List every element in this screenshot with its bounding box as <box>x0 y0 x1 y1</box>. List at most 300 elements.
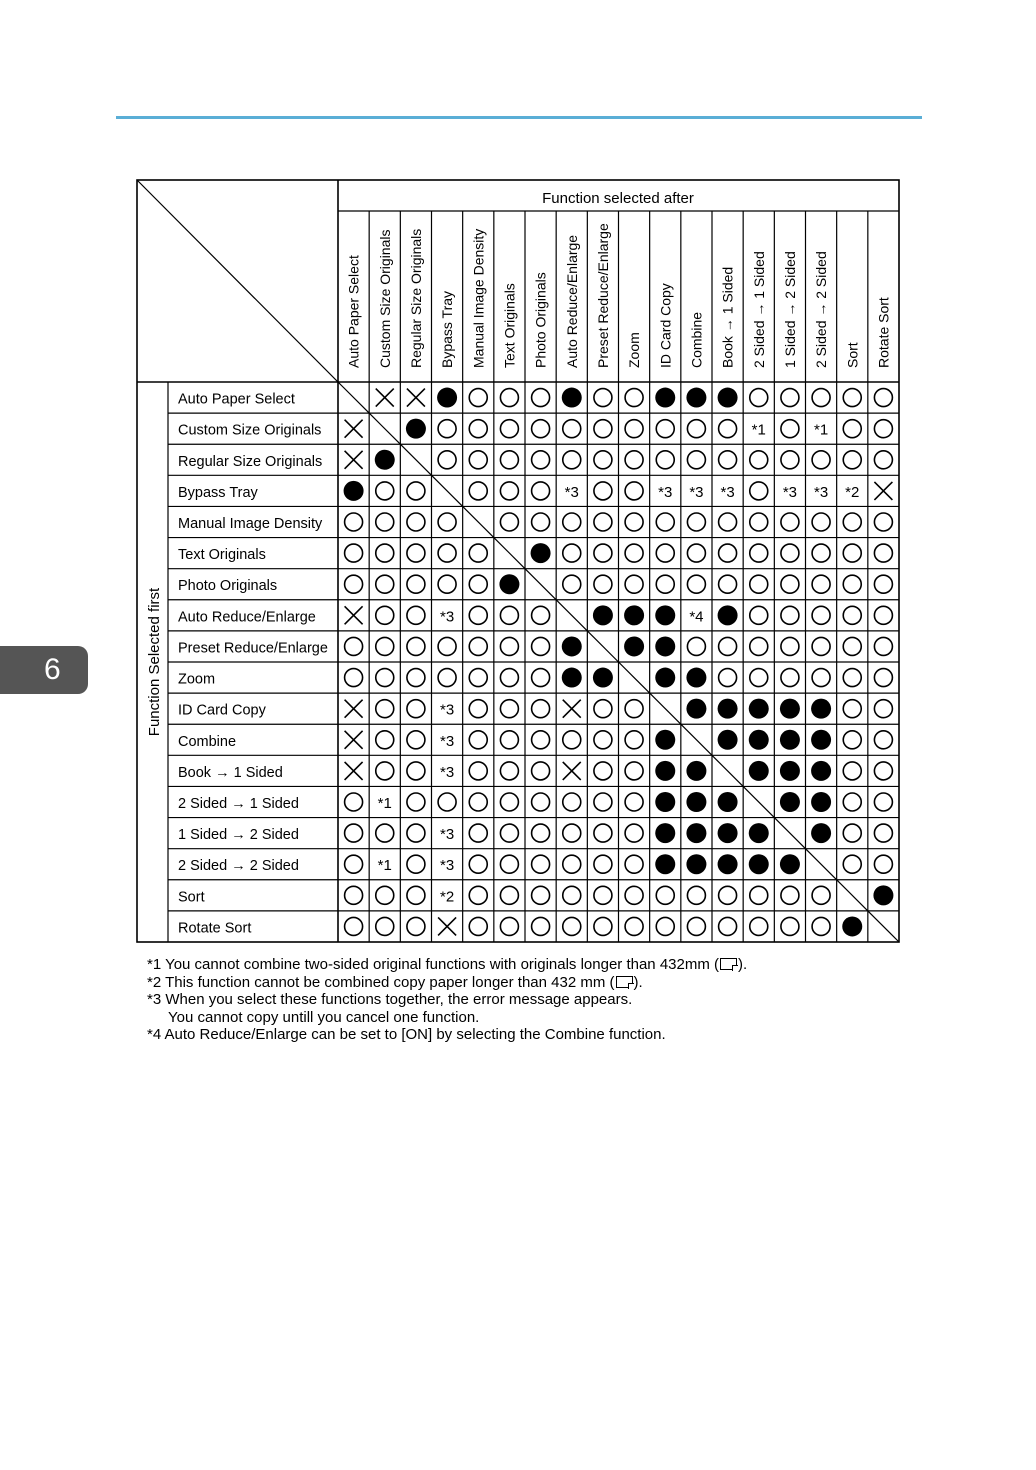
diagonal-cell <box>556 600 587 631</box>
compatible-circle <box>438 669 456 687</box>
compatible-circle <box>532 886 550 904</box>
column-header: Sort <box>844 342 861 368</box>
compatible-circle <box>781 544 799 562</box>
compatible-circle <box>812 669 830 687</box>
compatible-circle <box>750 606 768 624</box>
column-header: Auto Paper Select <box>345 255 362 368</box>
compatible-circle <box>874 544 892 562</box>
compatible-circle <box>407 855 425 873</box>
column-header: 1 Sided → 2 Sided <box>781 251 798 368</box>
compatible-circle <box>532 482 550 500</box>
priority-filled-circle <box>811 823 831 843</box>
priority-filled-circle <box>531 543 551 563</box>
compatible-circle <box>625 700 643 718</box>
compatible-circle <box>407 637 425 655</box>
column-header: Bypass Tray <box>439 290 456 368</box>
compatible-circle <box>719 886 737 904</box>
compatible-circle <box>594 451 612 469</box>
compatible-circle <box>469 731 487 749</box>
compatible-circle <box>750 575 768 593</box>
footnote-ref: *2 <box>439 888 455 906</box>
compatible-circle <box>438 793 456 811</box>
compatible-circle <box>656 917 674 935</box>
priority-filled-circle <box>873 885 893 905</box>
compatible-circle <box>594 886 612 904</box>
footnote-ref: *1 <box>751 421 766 439</box>
compatible-circle <box>532 793 550 811</box>
compatible-circle <box>781 637 799 655</box>
row-header: Auto Paper Select <box>178 391 295 408</box>
compatible-circle <box>407 917 425 935</box>
priority-filled-circle <box>780 792 800 812</box>
priority-filled-circle <box>718 388 738 408</box>
compatible-circle <box>625 513 643 531</box>
compatible-circle <box>469 637 487 655</box>
footnote-ref: *2 <box>845 483 860 501</box>
compatible-circle <box>594 544 612 562</box>
compatible-circle <box>656 544 674 562</box>
priority-filled-circle <box>406 419 426 439</box>
compatible-circle <box>376 762 394 780</box>
compatible-circle <box>469 762 487 780</box>
compatible-circle <box>812 637 830 655</box>
footnote-ref: *1 <box>377 795 392 812</box>
compatible-circle <box>812 544 830 562</box>
compatible-circle <box>469 575 487 593</box>
compatible-circle <box>407 731 425 749</box>
compatible-circle <box>625 917 643 935</box>
priority-filled-circle <box>811 792 831 812</box>
compatible-circle <box>625 886 643 904</box>
priority-filled-circle <box>718 699 738 719</box>
compatible-circle <box>500 513 518 531</box>
row-header: Photo Originals <box>178 578 278 595</box>
diagonal-cell <box>400 444 431 475</box>
compatible-circle <box>376 917 394 935</box>
compatible-circle <box>345 824 363 842</box>
compatible-circle <box>843 855 861 873</box>
row-header: Book → 1 Sided <box>178 764 283 781</box>
compatible-circle <box>656 451 674 469</box>
priority-filled-circle <box>655 854 675 874</box>
compatible-circle <box>750 513 768 531</box>
compatible-circle <box>407 482 425 500</box>
compatible-circle <box>656 513 674 531</box>
diagonal-cell <box>494 538 525 569</box>
compatible-circle <box>874 637 892 655</box>
diagonal-cell <box>338 382 369 413</box>
compatible-circle <box>469 389 487 407</box>
compatible-circle <box>781 389 799 407</box>
compatible-circle <box>532 513 550 531</box>
compatible-circle <box>625 731 643 749</box>
priority-filled-circle <box>686 761 706 781</box>
compatible-circle <box>376 482 394 500</box>
diagonal-cell <box>587 631 618 662</box>
compatible-circle <box>376 700 394 718</box>
compatible-circle <box>843 575 861 593</box>
compatible-circle <box>532 731 550 749</box>
priority-filled-circle <box>749 730 769 750</box>
compatible-circle <box>750 917 768 935</box>
priority-filled-circle <box>811 699 831 719</box>
priority-filled-circle <box>562 668 582 688</box>
compatible-circle <box>345 637 363 655</box>
diagonal-cell <box>837 880 868 911</box>
compatible-circle <box>687 637 705 655</box>
priority-filled-circle <box>344 481 364 501</box>
compatible-circle <box>469 917 487 935</box>
compatible-circle <box>687 917 705 935</box>
incompatible-cross <box>345 762 363 780</box>
compatible-circle <box>563 544 581 562</box>
compatible-circle <box>594 917 612 935</box>
compatible-circle <box>874 420 892 438</box>
column-header: 2 Sided → 1 Sided <box>750 251 767 368</box>
diagonal-cell <box>619 662 650 693</box>
footnote-ref: *3 <box>564 483 579 501</box>
paper-orientation-icon <box>720 958 737 970</box>
compatible-circle <box>843 700 861 718</box>
compatible-circle <box>500 606 518 624</box>
compatible-circle <box>438 513 456 531</box>
compatible-circle <box>500 482 518 500</box>
paper-orientation-icon <box>616 976 633 988</box>
compatible-circle <box>874 793 892 811</box>
compatible-circle <box>500 731 518 749</box>
compatible-circle <box>687 513 705 531</box>
compatible-circle <box>532 669 550 687</box>
compatible-circle <box>843 731 861 749</box>
compatible-circle <box>345 669 363 687</box>
compatible-circle <box>750 451 768 469</box>
compatible-circle <box>781 575 799 593</box>
compatible-circle <box>345 513 363 531</box>
compatible-circle <box>500 886 518 904</box>
compatible-circle <box>500 420 518 438</box>
compatible-circle <box>407 606 425 624</box>
compatible-circle <box>656 575 674 593</box>
compatible-circle <box>376 513 394 531</box>
compatible-circle <box>563 917 581 935</box>
compatible-circle <box>594 575 612 593</box>
row-header: ID Card Copy <box>178 702 266 719</box>
footnote-ref: *4 <box>689 608 704 626</box>
column-header: ID Card Copy <box>657 283 674 368</box>
compatible-circle <box>750 669 768 687</box>
compatible-circle <box>594 793 612 811</box>
column-header: Text Originals <box>501 283 518 368</box>
footnote-ref: *3 <box>813 483 829 501</box>
compatible-circle <box>376 606 394 624</box>
footnote-ref: *1 <box>377 857 392 875</box>
compatible-circle <box>345 575 363 593</box>
compatible-circle <box>438 544 456 562</box>
compatible-circle <box>843 420 861 438</box>
footnotes <box>147 956 747 1044</box>
compatible-circle <box>469 606 487 624</box>
incompatible-cross <box>345 451 363 469</box>
compatible-circle <box>843 637 861 655</box>
compatible-circle <box>874 824 892 842</box>
compatible-circle <box>345 917 363 935</box>
compatible-circle <box>874 513 892 531</box>
footnote-2: *2 This function cannot be combined copy paper longer than 432 mm ( ). <box>147 973 643 991</box>
compatible-circle <box>719 669 737 687</box>
priority-filled-circle <box>718 854 738 874</box>
priority-filled-circle <box>686 854 706 874</box>
compatible-circle <box>563 824 581 842</box>
compatible-circle <box>625 451 643 469</box>
priority-filled-circle <box>655 823 675 843</box>
row-header: Sort <box>178 889 205 906</box>
compatible-circle <box>532 389 550 407</box>
diagonal-cell <box>463 506 494 537</box>
compatible-circle <box>563 513 581 531</box>
compatible-circle <box>469 824 487 842</box>
compatible-circle <box>469 420 487 438</box>
compatible-circle <box>594 762 612 780</box>
compatible-circle <box>469 886 487 904</box>
priority-filled-circle <box>749 823 769 843</box>
priority-filled-circle <box>686 388 706 408</box>
compatible-circle <box>438 420 456 438</box>
compatible-circle <box>376 544 394 562</box>
compatible-circle <box>812 917 830 935</box>
diagonal-cell <box>681 724 712 755</box>
incompatible-cross <box>438 917 456 935</box>
compatible-circle <box>469 451 487 469</box>
priority-filled-circle <box>375 450 395 470</box>
priority-filled-circle <box>811 761 831 781</box>
priority-filled-circle <box>562 636 582 656</box>
footnote-ref: *3 <box>689 483 704 501</box>
footnote-ref: *3 <box>439 826 455 844</box>
priority-filled-circle <box>718 605 738 625</box>
footnote-ref: *3 <box>439 701 455 719</box>
compatible-circle <box>874 731 892 749</box>
priority-filled-circle <box>655 668 675 688</box>
compatible-circle <box>874 762 892 780</box>
compatible-circle <box>469 793 487 811</box>
compatible-circle <box>594 389 612 407</box>
function-selected-after-label: Function selected after <box>542 190 694 207</box>
column-header: Regular Size Originals <box>407 228 424 368</box>
column-header: Auto Reduce/Enlarge <box>563 234 580 368</box>
compatible-circle <box>563 731 581 749</box>
compatible-circle <box>843 762 861 780</box>
compatible-circle <box>594 513 612 531</box>
footnote-1: *1 You cannot combine two-sided original functions with originals longer than 432mm ( ). <box>147 956 748 973</box>
row-header: Bypass Tray <box>178 484 258 501</box>
compatible-circle <box>843 389 861 407</box>
row-header: 2 Sided → 1 Sided <box>178 796 299 812</box>
compatible-circle <box>874 575 892 593</box>
diagonal-cell <box>743 786 774 817</box>
compatible-circle <box>625 389 643 407</box>
footnote-ref: *3 <box>782 483 798 501</box>
compatible-circle <box>843 451 861 469</box>
compatible-circle <box>687 886 705 904</box>
compatible-circle <box>594 700 612 718</box>
compatible-circle <box>438 637 456 655</box>
compatible-circle <box>843 606 861 624</box>
compatible-circle <box>469 700 487 718</box>
compatible-circle <box>625 824 643 842</box>
compatible-circle <box>532 855 550 873</box>
column-header: Photo Originals <box>532 272 549 368</box>
compatible-circle <box>625 855 643 873</box>
compatible-circle <box>719 544 737 562</box>
diagonal-cell <box>369 413 400 444</box>
priority-filled-circle <box>749 854 769 874</box>
incompatible-cross <box>874 482 892 500</box>
compatible-circle <box>532 606 550 624</box>
diagonal-cell <box>868 911 899 942</box>
compatible-circle <box>874 700 892 718</box>
compatible-circle <box>532 451 550 469</box>
compatible-circle <box>812 389 830 407</box>
column-header: 2 Sided → 2 Sided <box>813 251 830 368</box>
compatible-circle <box>781 451 799 469</box>
incompatible-cross <box>345 606 363 624</box>
row-header: Auto Reduce/Enlarge <box>178 609 316 626</box>
compatible-circle <box>781 917 799 935</box>
compatible-circle <box>625 420 643 438</box>
row-header: 1 Sided → 2 Sided <box>178 827 299 844</box>
compatible-circle <box>843 793 861 811</box>
compatible-circle <box>532 762 550 780</box>
compatible-circle <box>469 482 487 500</box>
priority-filled-circle <box>437 388 457 408</box>
compatible-circle <box>345 544 363 562</box>
compatible-circle <box>532 420 550 438</box>
compatible-circle <box>500 917 518 935</box>
diagonal-cell <box>774 818 805 849</box>
function-selected-first-label: Function Selected first <box>146 587 163 737</box>
priority-filled-circle <box>499 574 519 594</box>
incompatible-cross <box>376 389 394 407</box>
footnote-ref: *3 <box>658 483 673 501</box>
compatible-circle <box>532 700 550 718</box>
compatible-circle <box>625 793 643 811</box>
priority-filled-circle <box>655 605 675 625</box>
priority-filled-circle <box>780 854 800 874</box>
incompatible-cross <box>407 389 425 407</box>
compatible-circle <box>781 420 799 438</box>
compatible-circle <box>532 917 550 935</box>
footnote-ref: *3 <box>439 732 455 750</box>
compatible-circle <box>843 669 861 687</box>
compatible-circle <box>376 637 394 655</box>
compatible-circle <box>563 420 581 438</box>
compatible-circle <box>469 544 487 562</box>
compatible-circle <box>874 389 892 407</box>
compatible-circle <box>345 793 363 811</box>
compatible-circle <box>750 482 768 500</box>
priority-filled-circle <box>749 699 769 719</box>
compatible-circle <box>719 637 737 655</box>
column-header: Rotate Sort <box>875 297 892 368</box>
diagonal-cell <box>650 693 681 724</box>
incompatible-cross <box>563 762 581 780</box>
priority-filled-circle <box>842 916 862 936</box>
footnote-ref: *3 <box>439 763 455 781</box>
footnote-3-continued: You cannot copy untill you cancel one function. <box>168 1008 480 1026</box>
compatible-circle <box>874 606 892 624</box>
row-header: Text Originals <box>178 547 266 564</box>
row-header: 2 Sided → 2 Sided <box>178 858 299 875</box>
priority-filled-circle <box>811 730 831 750</box>
row-header: Regular Size Originals <box>178 453 323 470</box>
footnote-ref: *3 <box>439 608 455 626</box>
compatible-circle <box>532 824 550 842</box>
row-header: Custom Size Originals <box>178 422 322 439</box>
compatible-circle <box>812 451 830 469</box>
compatible-circle <box>719 917 737 935</box>
compatible-circle <box>594 824 612 842</box>
compatible-circle <box>407 513 425 531</box>
compatible-circle <box>750 544 768 562</box>
compatible-circle <box>812 575 830 593</box>
compatible-circle <box>687 544 705 562</box>
compatible-circle <box>843 544 861 562</box>
priority-filled-circle <box>655 636 675 656</box>
compatible-circle <box>563 886 581 904</box>
compatible-circle <box>719 575 737 593</box>
compatible-circle <box>687 451 705 469</box>
compatible-circle <box>438 451 456 469</box>
compatible-circle <box>469 669 487 687</box>
compatible-circle <box>469 855 487 873</box>
compatible-circle <box>625 482 643 500</box>
compatible-circle <box>500 824 518 842</box>
compatible-circle <box>781 606 799 624</box>
priority-filled-circle <box>780 761 800 781</box>
incompatible-cross <box>345 420 363 438</box>
row-header: Combine <box>178 733 237 750</box>
diagonal-cell <box>525 569 556 600</box>
compatible-circle <box>625 762 643 780</box>
compatible-circle <box>750 389 768 407</box>
compatible-circle <box>407 824 425 842</box>
priority-filled-circle <box>780 730 800 750</box>
priority-filled-circle <box>655 761 675 781</box>
compatible-circle <box>407 669 425 687</box>
compatible-circle <box>843 513 861 531</box>
compatible-circle <box>594 482 612 500</box>
compatible-circle <box>874 855 892 873</box>
footnote-ref: *3 <box>439 857 455 875</box>
compatible-circle <box>750 637 768 655</box>
compatible-circle <box>376 575 394 593</box>
compatible-circle <box>345 855 363 873</box>
compatible-circle <box>656 420 674 438</box>
compatible-circle <box>376 886 394 904</box>
compatible-circle <box>407 886 425 904</box>
incompatible-cross <box>345 700 363 718</box>
compatible-circle <box>376 669 394 687</box>
compatible-circle <box>687 575 705 593</box>
compatible-circle <box>532 637 550 655</box>
priority-filled-circle <box>686 699 706 719</box>
compatible-circle <box>407 575 425 593</box>
compatible-circle <box>407 700 425 718</box>
compatible-circle <box>500 389 518 407</box>
compatible-circle <box>781 886 799 904</box>
row-header: Preset Reduce/Enlarge <box>178 640 328 657</box>
compatible-circle <box>750 886 768 904</box>
